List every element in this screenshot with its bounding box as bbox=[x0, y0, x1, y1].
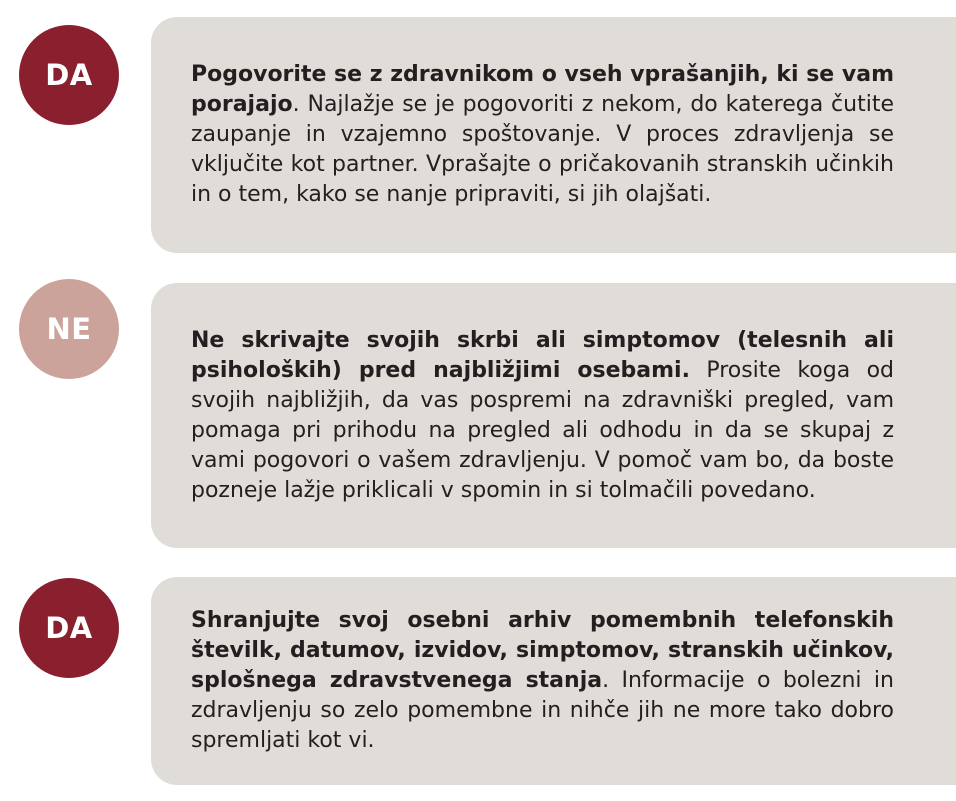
da-badge: DA bbox=[19, 25, 119, 125]
advice-heading: Shranjujte svoj osebni arhiv pomembnih telefonskih številk, datumov, izvidov, simptomov, stranskih učinkov, splošnega zdravstvenega stanja bbox=[191, 608, 894, 693]
advice-body: . Najlažje se je pogovoriti z nekom, do katerega čutite zaupanje in vzajemno spoštovanje. V proces zdravljenja se vključite kot partner. Vprašajte o pričakovanih stranskih učinkih in o tem, kako se nanje pripraviti, si jih olajšati. bbox=[191, 92, 894, 207]
ne-badge: NE bbox=[19, 279, 119, 379]
advice-paragraph bbox=[191, 606, 894, 756]
advice-card bbox=[151, 577, 956, 785]
advice-paragraph bbox=[191, 326, 894, 506]
advice-body: Prosite koga od svojih najbližjih, da vas pospremi na zdravniški pregled, vam pomaga pri prihodu na pregled ali odhodu in da se skupaj z vami pogovori o vašem zdravljenju. V pomoč vam bo, da boste pozneje lažje priklicali v spomin in si tolmačili povedano. bbox=[191, 357, 894, 503]
advice-card bbox=[151, 283, 956, 548]
advice-body: . Informacije o bolezni in zdravljenju so zelo pomembne in nihče jih ne more tako dobro spremljati kot vi. bbox=[191, 668, 894, 753]
advice-heading: Pogovorite se z zdravnikom o vseh vprašanjih, ki se vam porajajo bbox=[191, 62, 894, 117]
advice-card bbox=[151, 17, 956, 253]
advice-paragraph bbox=[191, 60, 894, 210]
advice-heading: Ne skrivajte svojih skrbi ali simptomov (telesnih ali psiholoških) pred najbližjimi osebami. bbox=[191, 327, 894, 383]
da-badge: DA bbox=[19, 578, 119, 678]
